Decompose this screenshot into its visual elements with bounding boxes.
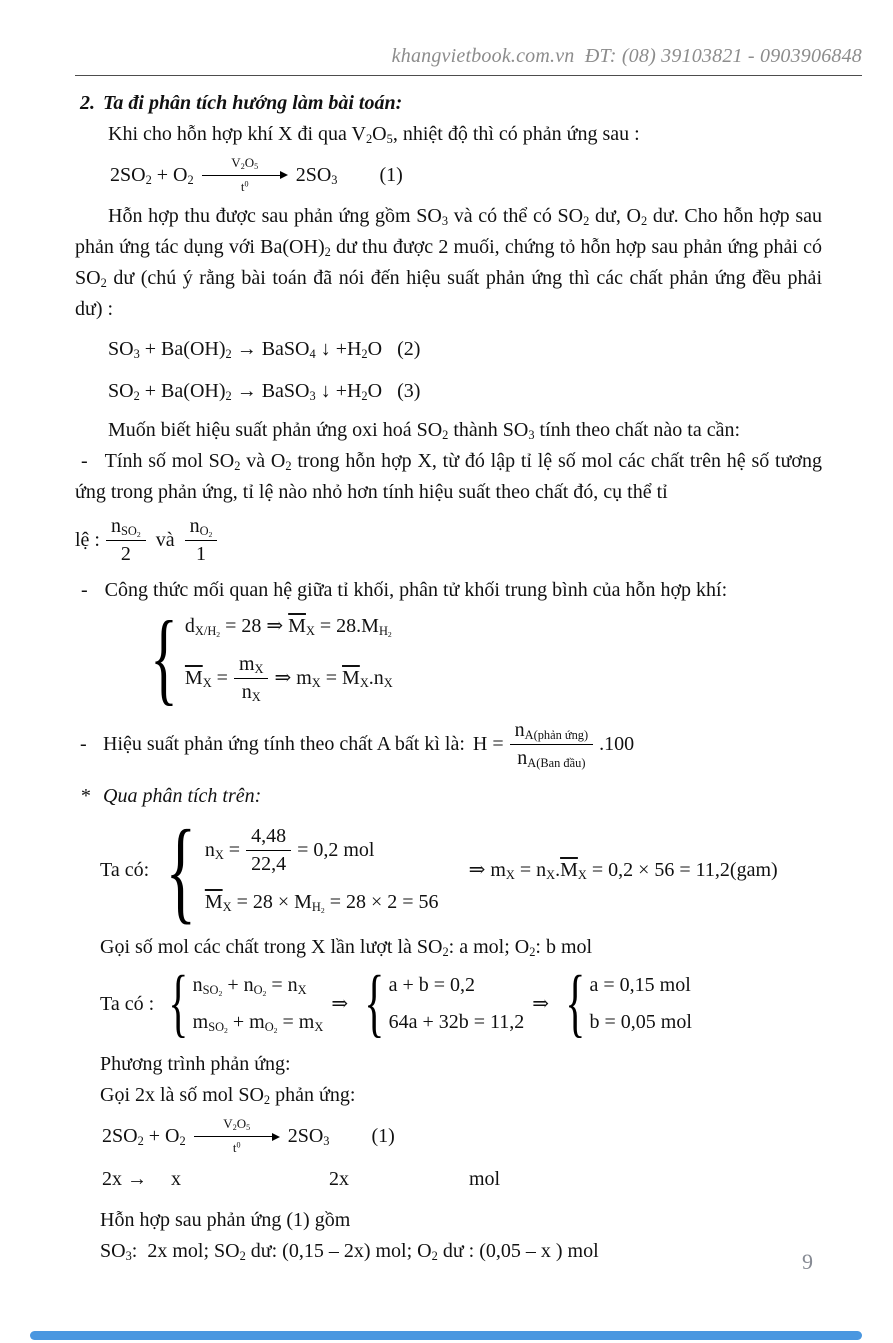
paragraph-goi-2x: Gọi 2x là số mol $SO_2$ phản ứng: [100, 1084, 356, 1108]
taco2-system-2 [356, 961, 525, 1046]
taco2-label: Ta có : [100, 992, 155, 1015]
fraction-224: 22,4 [251, 852, 287, 875]
stoich-2x-arrow: 2x → [102, 1168, 147, 1191]
taco1-row-mx: $\overline{M}_X = 28 \times M_{H_2} = 28 \times 2 = 56$ [204, 890, 439, 915]
yield-h-equals: H = [472, 732, 504, 755]
fraction-nso2 [106, 514, 146, 567]
taco2-system-1-rows [193, 970, 324, 1038]
taco1-rows [205, 824, 439, 918]
dash-marker: - [81, 449, 88, 472]
header-divider [75, 75, 862, 76]
catalyst-label: $V_2O_5$ [223, 1116, 251, 1133]
paragraph-phuong-trinh: Phương trình phản ứng: [100, 1053, 291, 1076]
star-marker: * [80, 784, 90, 807]
system-row-mass-left: $\overline{M}_X$ = [184, 666, 228, 690]
list-item-yield-text: Hiệu suất phản ứng tính theo chất A bất kì là: [103, 732, 465, 755]
paragraph-intro: Khi cho hỗn hợp khí X đi qua $V_2O_5$, nhiệt độ thì có phản ứng sau : [108, 123, 640, 147]
taco2-s2-row2: 64a + 32b = 11,2 [388, 1011, 525, 1034]
implies-arrow: ⇒ [532, 992, 550, 1015]
star-item-text: Qua phân tích trên: [103, 784, 262, 807]
equation-4-tag: (1) [371, 1125, 395, 1148]
equation-4-right: $2SO_3$ [287, 1125, 330, 1149]
equation-1-left: $2SO_2 + O_2$ [110, 163, 194, 188]
taco1-nx-right: = 0,2 mol [297, 838, 375, 861]
taco1-result: ⇒ $m_X = n_X.\overline{M}_X = 0,2 \times 56 = 11,2(gam)$ [468, 859, 778, 883]
equation-4 [102, 1117, 822, 1156]
ratio-mid: và [155, 528, 175, 551]
left-brace-icon: { [168, 961, 189, 1046]
stoich-mol: mol [469, 1168, 501, 1191]
taco1-system [153, 806, 439, 935]
fraction-mx-nx [234, 652, 269, 705]
bottom-accent-bar [30, 1331, 862, 1340]
header-website-phone: khangvietbook.com.vn ĐT: (08) 39103821 - 0903906848 [391, 45, 862, 67]
heading-number: 2. [80, 92, 95, 114]
stoichiometry-line [102, 1164, 822, 1195]
taco2-system-3 [557, 961, 692, 1046]
taco1-nx-left: $n_X$ = [204, 838, 241, 862]
equation-4-left: $2SO_2 + O_2$ [102, 1125, 186, 1149]
fraction-nso2-denominator: 2 [120, 542, 131, 565]
fraction-448: 4,48 [246, 824, 291, 851]
paragraph-efficiency: Muốn biết hiệu suất phản ứng oxi hoá $SO_2$ thành $SO_3$ tính theo chất nào ta cần: [108, 418, 741, 442]
taco1-label: Ta có: [100, 859, 150, 882]
list-item-mol-text: Tính số mol $SO_2$ và $O_2$ trong hỗn hợp X, từ đó lập tỉ lệ số mol các chất trên hệ số tương ứng trong phản ứng, tỉ lệ nào nhỏ hơn tính hiệu suất theo chất đó, cụ thể tỉ [75, 449, 822, 503]
taco2-s1-row2: $m_{SO_2} + m_{O_2} = m_X$ [192, 1011, 324, 1036]
arrow-shaft-icon [194, 1132, 280, 1141]
dash-marker: - [81, 578, 88, 601]
taco2-system-3-rows [590, 970, 692, 1038]
left-brace-icon: { [150, 599, 178, 715]
heading-title: Ta đi phân tích hướng làm bài toán: [103, 92, 403, 114]
reaction-arrow [202, 156, 288, 195]
fraction-yield-numerator: $n_{A(phản ứng)}$ [510, 718, 594, 745]
taco1-row-nx [205, 824, 439, 877]
fraction-no2-denominator: 1 [195, 542, 206, 565]
system-row-mass [185, 652, 393, 705]
system-molar-mass [139, 599, 822, 715]
section-heading [75, 88, 822, 119]
system-molar-mass-rows [185, 611, 393, 705]
list-item-formula [75, 575, 822, 606]
paragraph-goi-mol: Gọi số mol các chất trong X lần lượt là $SO_2$: a mol; $O_2$: b mol [100, 936, 593, 960]
equation-3: $SO_2 + Ba(OH)_2$ → BaSO$_3$ ↓ $+H_2O$ (3) [108, 379, 421, 403]
dash-marker: - [80, 732, 87, 755]
taco2-block [75, 961, 822, 1046]
fraction-no2-numerator: $n_{O_2}$ [185, 514, 218, 541]
taco2-s2-row1: a + b = 0,2 [388, 974, 475, 997]
yield-times-100: .100 [599, 732, 635, 755]
implies-arrow: ⇒ [331, 992, 349, 1015]
fraction-no2 [185, 514, 218, 567]
reaction-arrow [194, 1117, 280, 1156]
taco2-system-2-rows [389, 970, 525, 1038]
equation-1-right: $2SO_3$ [295, 163, 338, 188]
fraction-yield-denominator: $n_{A(Ban đầu)}$ [517, 746, 586, 770]
page-content [0, 88, 893, 1267]
taco2-s1-row1: $n_{SO_2} + n_{O_2} = n_X$ [192, 974, 307, 999]
list-item-yield [75, 718, 822, 771]
taco2-s3-row1: a = 0,15 mol [589, 974, 691, 997]
taco2-system-1 [160, 961, 324, 1046]
fraction-yield [510, 718, 594, 771]
left-brace-icon: { [565, 961, 586, 1046]
equation-1-tag: (1) [379, 163, 403, 186]
stoich-2x: 2x [329, 1168, 349, 1191]
stoich-x: x [171, 1168, 181, 1191]
taco2-s3-row2: b = 0,05 mol [589, 1011, 692, 1034]
left-brace-icon: { [165, 806, 197, 935]
ratio-line [75, 514, 822, 567]
fraction-mx-numerator: $m_X$ [234, 652, 269, 679]
paragraph-final-amounts: $SO_3$: 2x mol; $SO_2$ dư: (0,15 – 2x) mol; $O_2$ dư : (0,05 – x ) mol [100, 1240, 599, 1264]
catalyst-label: $V_2O_5$ [231, 155, 259, 171]
ratio-prefix: lệ : [75, 528, 100, 551]
paragraph-mixture: Hỗn hợp thu được sau phản ứng gồm $SO_3$ và có thể có $SO_2$ dư, $O_2$ dư. Cho hỗn hợp sau phản ứng tác dụng với $Ba(OH)_2$ dư thu được 2 muối, chứng tỏ hỗn hợp sau phản ứng phải có $SO_2$ dư (chú ý rằng bài toán đã nói đến hiệu suất phản ứng thì các chất phản ứng đều phải dư) : [75, 204, 822, 320]
taco1-block [75, 806, 822, 935]
yield-formula [473, 718, 634, 771]
equation-2: $SO_3 + Ba(OH)_2$ → BaSO$_4$ ↓ $+H_2O$ (2) [108, 337, 421, 361]
equation-1 [110, 156, 822, 195]
list-item-formula-text: Công thức mối quan hệ giữa tỉ khối, phân tử khối trung bình của hỗn hợp khí: [104, 578, 728, 601]
page-header [0, 0, 893, 76]
list-item-mol [75, 446, 822, 508]
temperature-label: $t^0$ [240, 178, 249, 194]
arrow-shaft-icon [202, 171, 288, 180]
page-number: 9 [802, 1249, 813, 1274]
fraction-nx-denominator: $n_X$ [241, 680, 261, 704]
temperature-label: $t^0$ [232, 1140, 241, 1156]
left-brace-icon: { [364, 961, 385, 1046]
fraction-448-224 [246, 824, 291, 877]
fraction-nso2-numerator: $n_{SO_2}$ [106, 514, 146, 541]
system-row-mass-right: ⇒ $m_X = \overline{M}_X.n_X$ [274, 666, 393, 690]
system-row-density: $d_{X/H_2} = 28$ ⇒ $\overline{M}_X = 28.M_{H_2}$ [184, 614, 392, 639]
paragraph-after-reaction: Hỗn hợp sau phản ứng (1) gồm [100, 1209, 351, 1232]
